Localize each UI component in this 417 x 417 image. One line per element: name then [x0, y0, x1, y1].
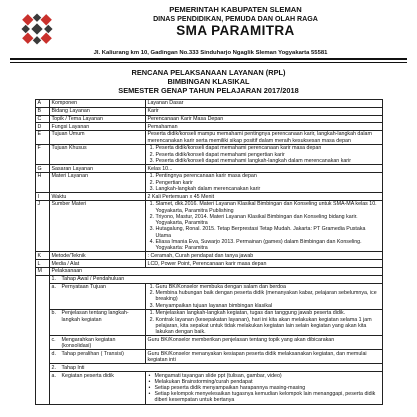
- step-letter: c.: [51, 336, 56, 343]
- table-row: [35, 131, 382, 145]
- list-item: 4. Eliasa Imania Eva, Suwarjo 2013. Permainan (games) dalam Bimbingan dan Konseling. Yogyakarta: Paramitra: [156, 239, 380, 251]
- activity-list: [148, 373, 380, 404]
- step-title: Penjelasan tentang langkah-langkah kegiatan: [61, 310, 129, 323]
- row-value: Perencanaan Karir Masa Depan: [145, 115, 382, 123]
- table-row: [35, 165, 382, 173]
- row-code: A: [35, 100, 49, 108]
- row-value: 2 Kali Pertemuan x 45 Menit: [145, 193, 382, 201]
- step-list: [148, 284, 380, 309]
- rpl-table: [35, 99, 383, 405]
- row-value: Kelas 10...: [145, 165, 382, 173]
- table-row: [35, 283, 382, 309]
- table-row: [35, 310, 382, 336]
- step-title: Kegiatan peserta didik: [61, 372, 114, 379]
- row-label: Metode/Teknik: [49, 252, 145, 260]
- document-titles: [10, 68, 407, 95]
- list-item: 1. Peserta didik/konseli dapat memahami perencanaan karir masa depan: [156, 145, 380, 151]
- row-code: E: [35, 131, 49, 145]
- list-item: 3. Peserta didik/konseli dapat memahami langkah-langkah dalam merencanakan karir: [156, 158, 380, 164]
- source-list: [148, 201, 380, 251]
- list-item: 1. Guru BK/Konselor membuka dengan salam dan berdoa: [156, 284, 380, 290]
- row-label: Materi Layanan: [49, 173, 145, 193]
- row-value: [145, 372, 382, 405]
- row-label: [49, 372, 145, 405]
- table-row: [35, 193, 382, 201]
- title-line-3: SEMESTER GENAP TAHUN PELAJARAN 2017/2018: [118, 86, 299, 95]
- table-row: [35, 372, 382, 405]
- stage-heading: [49, 364, 382, 372]
- row-label: Komponen: [49, 100, 145, 108]
- list-item: 1. Menjelaskan langkah-langkah kegiatan, tugas dan tanggung jawab peserta didik.: [156, 310, 380, 316]
- row-label: Tujuan Khusus: [49, 145, 145, 165]
- row-value: Pemahaman: [145, 123, 382, 131]
- list-item: • Melakukan Brainstorming/curah pendapat: [155, 379, 380, 385]
- row-code: M: [35, 268, 49, 276]
- stage-number: 2.: [51, 364, 56, 371]
- list-item: • Setiap kelompok menyelesaikan tugasnya kemudian kelompok lain menanggapi, peserta didik diberi kesempatan untuk bertanya: [155, 391, 380, 403]
- step-letter: d.: [51, 350, 56, 357]
- table-row: [35, 201, 382, 252]
- list-item: 3. Langkah-langkah dalam merencanakan karir: [156, 186, 380, 192]
- row-value: [145, 173, 382, 193]
- row-code: F: [35, 145, 49, 165]
- row-code: D: [35, 123, 49, 131]
- row-code: K: [35, 252, 49, 260]
- row-code: C: [35, 115, 49, 123]
- row-label: Fungsi Layanan: [49, 123, 145, 131]
- row-label: [49, 336, 145, 350]
- row-value: [145, 310, 382, 336]
- letterhead-government: PEMERINTAH KABUPATEN SLEMAN: [169, 5, 302, 14]
- row-value: [145, 145, 382, 165]
- letterhead-rule-thin: [10, 62, 407, 63]
- step-title: Pernyataan Tujuan: [61, 283, 106, 290]
- row-label: [49, 283, 145, 309]
- row-code: L: [35, 260, 49, 268]
- title-line-1: RENCANA PELAKSANAAN LAYANAN (RPL): [131, 68, 286, 77]
- row-label: Topik / Tema Layanan: [49, 115, 145, 123]
- list-item: 2. Peserta didik/konseli dapat memahami pengertian karir: [156, 152, 380, 158]
- row-value: [145, 201, 382, 252]
- table-row: [35, 268, 382, 276]
- row-value: Guru BK/Konselor memberikan penjelasan tentang topik yang akan dibicarakan: [145, 336, 382, 350]
- material-list: [148, 173, 380, 192]
- list-item: 2. Pengertian karir: [156, 180, 380, 186]
- school-logo-icon: [14, 6, 60, 52]
- row-value: : Ceramah, Curah pendapat dan tanya jawab: [145, 252, 382, 260]
- row-label: Waktu: [49, 193, 145, 201]
- row-value: LCD, Power Point, Perencanaan karir masa depan: [145, 260, 382, 268]
- step-title: Tahap peralihan ( Transisi): [61, 350, 124, 357]
- row-value: Layanan Dasar: [145, 100, 382, 108]
- row-code: I: [35, 193, 49, 201]
- letterhead-rule-thick: [10, 58, 407, 60]
- row-label: Tujuan Umum: [49, 131, 145, 145]
- list-item: 1. Slamet, dkk.2016. Materi Layanan Klasikal Bimbingan dan Konseling untuk SMA-MA kelas 10. Yogyakarta, Paramitra Publishing: [156, 201, 380, 213]
- row-code: B: [35, 107, 49, 115]
- row-value: Karir: [145, 107, 382, 115]
- list-item: • Mengamati tayangan slide ppt (tulisan, gambar, video): [155, 373, 380, 379]
- stage-title: Tahap Awal / Pendahuluan: [61, 276, 125, 283]
- letterhead-department: DINAS PENDIDIKAN, PEMUDA DAN OLAH RAGA: [153, 14, 318, 23]
- table-row: [35, 350, 382, 364]
- table-row: [35, 364, 382, 372]
- list-item: 1. Pentingnya perencanaan karir masa depan: [156, 173, 380, 179]
- letterhead-school-name: SMA PARAMITRA: [176, 23, 295, 38]
- stage-title: Tahap Inti: [61, 364, 85, 371]
- stage-number: 1.: [51, 276, 56, 283]
- table-row: [35, 336, 382, 350]
- step-letter: a.: [51, 283, 56, 290]
- list-item: 2. Triyono, Mastur, 2014. Materi Layanan Klasikal Bimbingan dan Konseling bidang karir. Yogyakarta, Paramitra: [156, 214, 380, 226]
- table-row: [35, 100, 382, 108]
- list-item: 3. Menyampaikan tujuan layanan bimbingan klasikal: [156, 303, 380, 309]
- list-item: 3. Hutagalung, Ronal. 2015. Tetap Berprestasi Tetap Mudah. Jakarta: PT Gramedia Pustaka Utama: [156, 226, 380, 238]
- table-row: [35, 275, 382, 283]
- table-row: [35, 115, 382, 123]
- row-label: Pelaksanaan: [49, 268, 382, 276]
- row-label: [49, 350, 145, 364]
- row-code: J: [35, 201, 49, 252]
- table-row: [35, 260, 382, 268]
- letterhead: [10, 4, 407, 62]
- step-letter: a.: [51, 372, 56, 379]
- row-label: Sasaran Layanan: [49, 165, 145, 173]
- step-list: [148, 310, 380, 335]
- title-line-2: BIMBINGAN KLASIKAL: [167, 77, 250, 86]
- row-value: Guru BK/Konselor menanyakan kesiapan peserta didik melaksanakan kegiatan, dan memulai kegiatan inti: [145, 350, 382, 364]
- table-row: [35, 252, 382, 260]
- row-label: Bidang Layanan: [49, 107, 145, 115]
- stage-heading: [49, 275, 382, 283]
- table-row: [35, 145, 382, 165]
- table-row: [35, 123, 382, 131]
- row-label: Media / Alat: [49, 260, 145, 268]
- objective-list: [148, 145, 380, 164]
- row-label: Sumber Materi: [49, 201, 145, 252]
- row-label: [49, 310, 145, 336]
- list-item: 2. Kontrak layanan (kesepakatan layanan), hari ini kita akan melakukan kegiatan selama 1 jam pelajaran, kita sepakat untuk tidak melakukan kegiatan lain selain kegiatan yang akan kita lakukan dengan baik.: [156, 317, 380, 336]
- row-value: [145, 283, 382, 309]
- step-title: Mengarahkan kegiatan (konsolidasi): [61, 336, 116, 349]
- step-letter: b.: [51, 310, 56, 317]
- table-row: [35, 107, 382, 115]
- row-code: G: [35, 165, 49, 173]
- table-row: [35, 173, 382, 193]
- list-item: 2. Membina hubungan baik dengan peserta didik (menanyakan kabar, pelajaran sebelumnya, ice breaking): [156, 290, 380, 302]
- list-item: • Setiap peserta didik menyampaikan harapannya masing-masing: [155, 385, 380, 391]
- row-value: Peserta didik/konseli mampu memahami pentingnya perencanaan karir, langkah-langkah dalam merencanakan karir serta memiliki sikap positif dalam meraih kesuksesan masa depan: [145, 131, 382, 145]
- letterhead-address: Jl. Kaliurang km 10, Gadingan No.333 Sinduharjo Ngaglik Sleman Yogyakarta 55581: [93, 50, 328, 56]
- row-code: H: [35, 173, 49, 193]
